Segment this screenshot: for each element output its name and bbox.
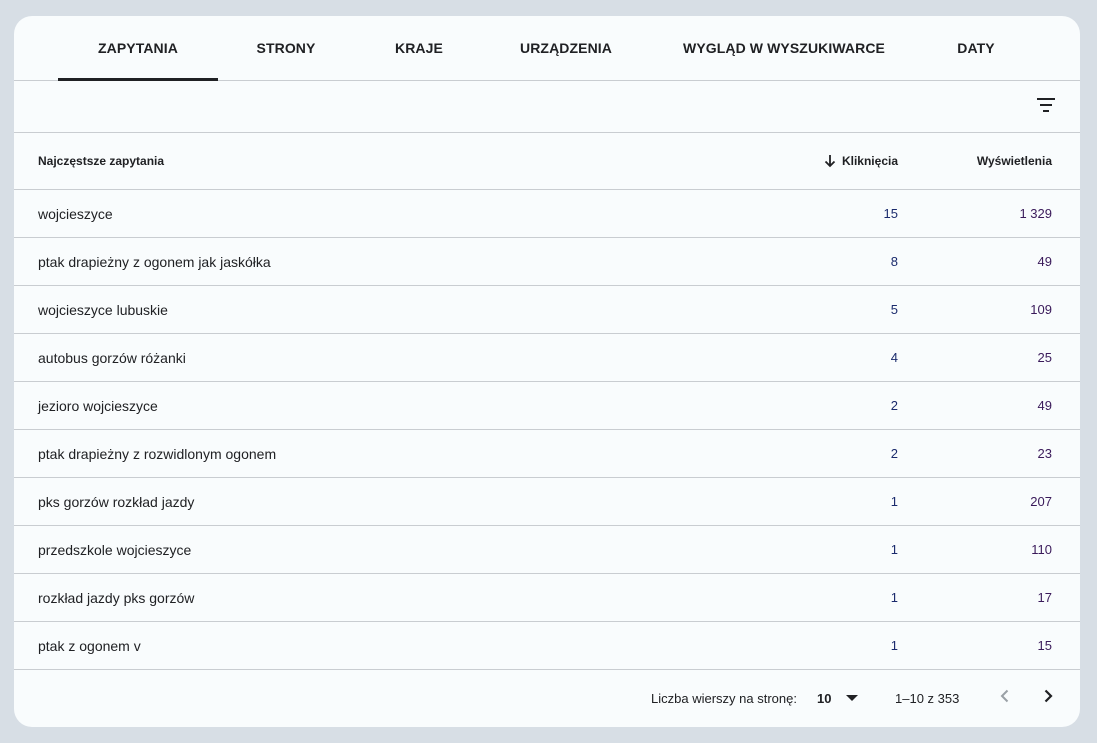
impressions-cell: 207 [1030, 494, 1052, 509]
pagination-range: 1–10 z 353 [895, 691, 960, 706]
impressions-cell: 109 [1030, 302, 1052, 317]
impressions-cell: 1 329 [1019, 206, 1052, 221]
query-cell: autobus gorzów różanki [38, 349, 186, 366]
clicks-cell: 15 [883, 206, 898, 221]
clicks-cell: 8 [890, 254, 898, 269]
clicks-cell: 2 [890, 446, 898, 461]
table-row[interactable] [14, 430, 1080, 478]
rows-per-page-select[interactable]: 10 [817, 691, 832, 706]
clicks-cell: 1 [890, 638, 898, 653]
tab-bar [14, 16, 1080, 81]
table-row[interactable] [14, 190, 1080, 238]
tab-devices[interactable]: URZĄDZENIA [520, 40, 612, 56]
clicks-cell: 5 [890, 302, 898, 317]
chevron-right-icon[interactable] [1036, 684, 1060, 708]
query-cell: ptak drapieżny z rozwidlonym ogonem [38, 445, 277, 462]
clicks-cell: 1 [890, 590, 898, 605]
caret-down-icon[interactable] [844, 690, 860, 706]
clicks-cell: 2 [890, 398, 898, 413]
tab-dates[interactable]: DATY [957, 40, 995, 56]
arrow-down-icon [823, 154, 837, 168]
tab-search-appearance[interactable]: WYGLĄD W WYSZUKIWARCE [683, 40, 885, 56]
table-row[interactable] [14, 334, 1080, 382]
query-cell: rozkład jazdy pks gorzów [38, 589, 195, 606]
column-header-impressions[interactable]: Wyświetlenia [976, 154, 1052, 168]
table-row[interactable] [14, 286, 1080, 334]
clicks-cell: 1 [890, 494, 898, 509]
column-header-clicks-label: Kliknięcia [841, 154, 898, 168]
impressions-cell: 25 [1037, 350, 1052, 365]
column-header-queries[interactable]: Najczęstsze zapytania [38, 154, 165, 168]
chevron-left-icon[interactable] [993, 684, 1017, 708]
query-cell: jezioro wojcieszyce [38, 397, 158, 414]
column-header-clicks[interactable] [823, 133, 898, 189]
table-row[interactable] [14, 526, 1080, 574]
table-row[interactable] [14, 382, 1080, 430]
rows-per-page-label: Liczba wierszy na stronę: [651, 691, 797, 706]
table-header [14, 133, 1080, 190]
pagination-bar [14, 670, 1080, 726]
query-cell: ptak drapieżny z ogonem jak jaskółka [38, 253, 271, 270]
table-row[interactable] [14, 622, 1080, 670]
tab-countries[interactable]: KRAJE [395, 40, 443, 56]
query-cell: ptak z ogonem v [38, 637, 141, 654]
impressions-cell: 23 [1037, 446, 1052, 461]
tab-pages[interactable]: STRONY [256, 40, 316, 56]
query-cell: pks gorzów rozkład jazdy [38, 493, 195, 510]
clicks-cell: 4 [890, 350, 898, 365]
impressions-cell: 49 [1037, 398, 1052, 413]
impressions-cell: 17 [1037, 590, 1052, 605]
table-row[interactable] [14, 238, 1080, 286]
impressions-cell: 110 [1031, 542, 1052, 557]
impressions-cell: 49 [1037, 254, 1052, 269]
filter-icon[interactable] [1036, 95, 1056, 115]
query-cell: wojcieszyce lubuskie [38, 301, 168, 318]
query-cell: przedszkole wojcieszyce [38, 541, 192, 558]
table-row[interactable] [14, 574, 1080, 622]
clicks-cell: 1 [890, 542, 898, 557]
impressions-cell: 15 [1037, 638, 1052, 653]
table-row[interactable] [14, 478, 1080, 526]
tab-queries[interactable]: ZAPYTANIA [58, 16, 218, 80]
filter-bar [14, 81, 1080, 133]
performance-card [14, 16, 1080, 727]
query-cell: wojcieszyce [38, 205, 113, 222]
